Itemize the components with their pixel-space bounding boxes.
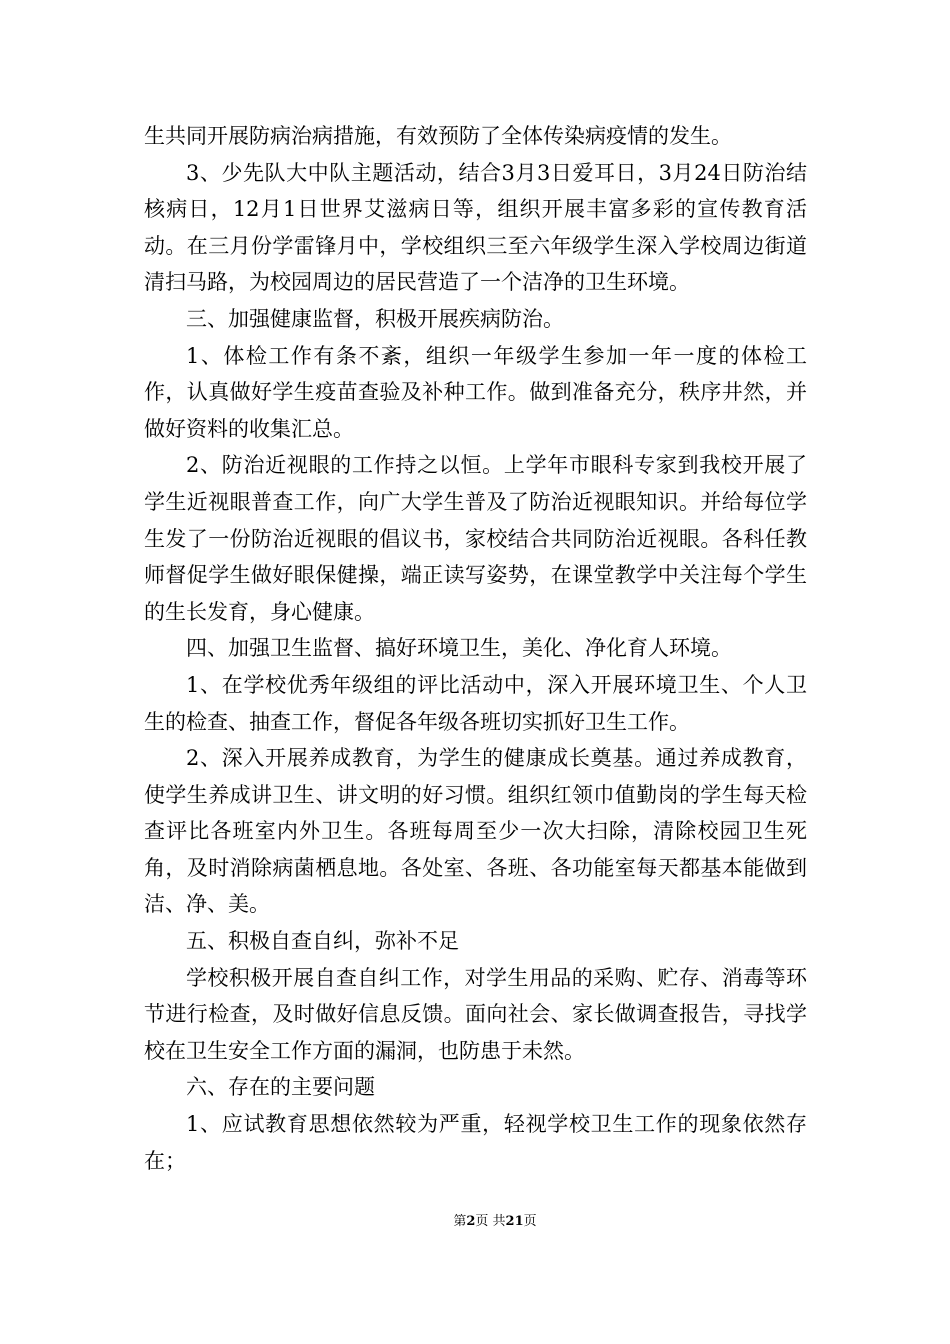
footer-total-pages: 21	[505, 1214, 524, 1229]
paragraph: 1、体检工作有条不紊，组织一年级学生参加一年一度的体检工作，认真做好学生疫苗查验及补种工作。做到准备充分，秩序井然，并做好资料的收集汇总。	[144, 343, 807, 441]
document-body	[144, 118, 807, 1179]
footer-middle: 页 共	[475, 1214, 506, 1229]
section-heading: 四、加强卫生监督、搞好环境卫生，美化、净化育人环境。	[186, 636, 732, 661]
footer-current-page: 2	[466, 1214, 476, 1229]
paragraph: 生共同开展防病治病措施，有效预防了全体传染病疫情的发生。	[144, 124, 732, 148]
section-heading: 三、加强健康监督，积极开展疾病防治。	[186, 306, 564, 331]
paragraph: 3、少先队大中队主题活动，结合3月3日爱耳日，3月24日防治结核病日，12月1日世界艾滋病日等，组织开展丰富多彩的宣传教育活动。在三月份学雷锋月中，学校组织三至六年级学生深入学校周边街道清扫马路，为校园周边的居民营造了一个洁净的卫生环境。	[144, 160, 807, 295]
paragraph: 1、在学校优秀年级组的评比活动中，深入开展环境卫生、个人卫生的检查、抽查工作，督促各年级各班切实抓好卫生工作。	[144, 672, 807, 734]
paragraph: 2、防治近视眼的工作持之以恒。上学年市眼科专家到我校开展了学生近视眼普查工作，向广大学生普及了防治近视眼知识。并给每位学生发了一份防治近视眼的倡议书，家校结合共同防治近视眼。各科任教师督促学生做好眼保健操，端正读写姿势，在课堂教学中关注每个学生的生长发育，身心健康。	[144, 453, 807, 624]
paragraph: 学校积极开展自查自纠工作，对学生用品的采购、贮存、消毒等环节进行检查，及时做好信息反馈。面向社会、家长做调查报告，寻找学校在卫生安全工作方面的漏洞，也防患于未然。	[144, 965, 807, 1063]
paragraph: 1、应试教育思想依然较为严重，轻视学校卫生工作的现象依然存在；	[144, 1112, 807, 1173]
section-heading: 六、存在的主要问题	[186, 1075, 375, 1100]
section-heading: 五、积极自查自纠，弥补不足	[186, 929, 459, 954]
paragraph: 2、深入开展养成教育，为学生的健康成长奠基。通过养成教育，使学生养成讲卫生、讲文明的好习惯。组织红领巾值勤岗的学生每天检查评比各班室内外卫生。各班每周至少一次大扫除，清除校园卫生死角，及时消除病菌栖息地。各处室、各班、各功能室每天都基本能做到洁、净、美。	[144, 746, 807, 917]
footer-suffix: 页	[523, 1214, 537, 1229]
footer-prefix: 第	[453, 1214, 467, 1229]
page-footer	[0, 1213, 950, 1231]
